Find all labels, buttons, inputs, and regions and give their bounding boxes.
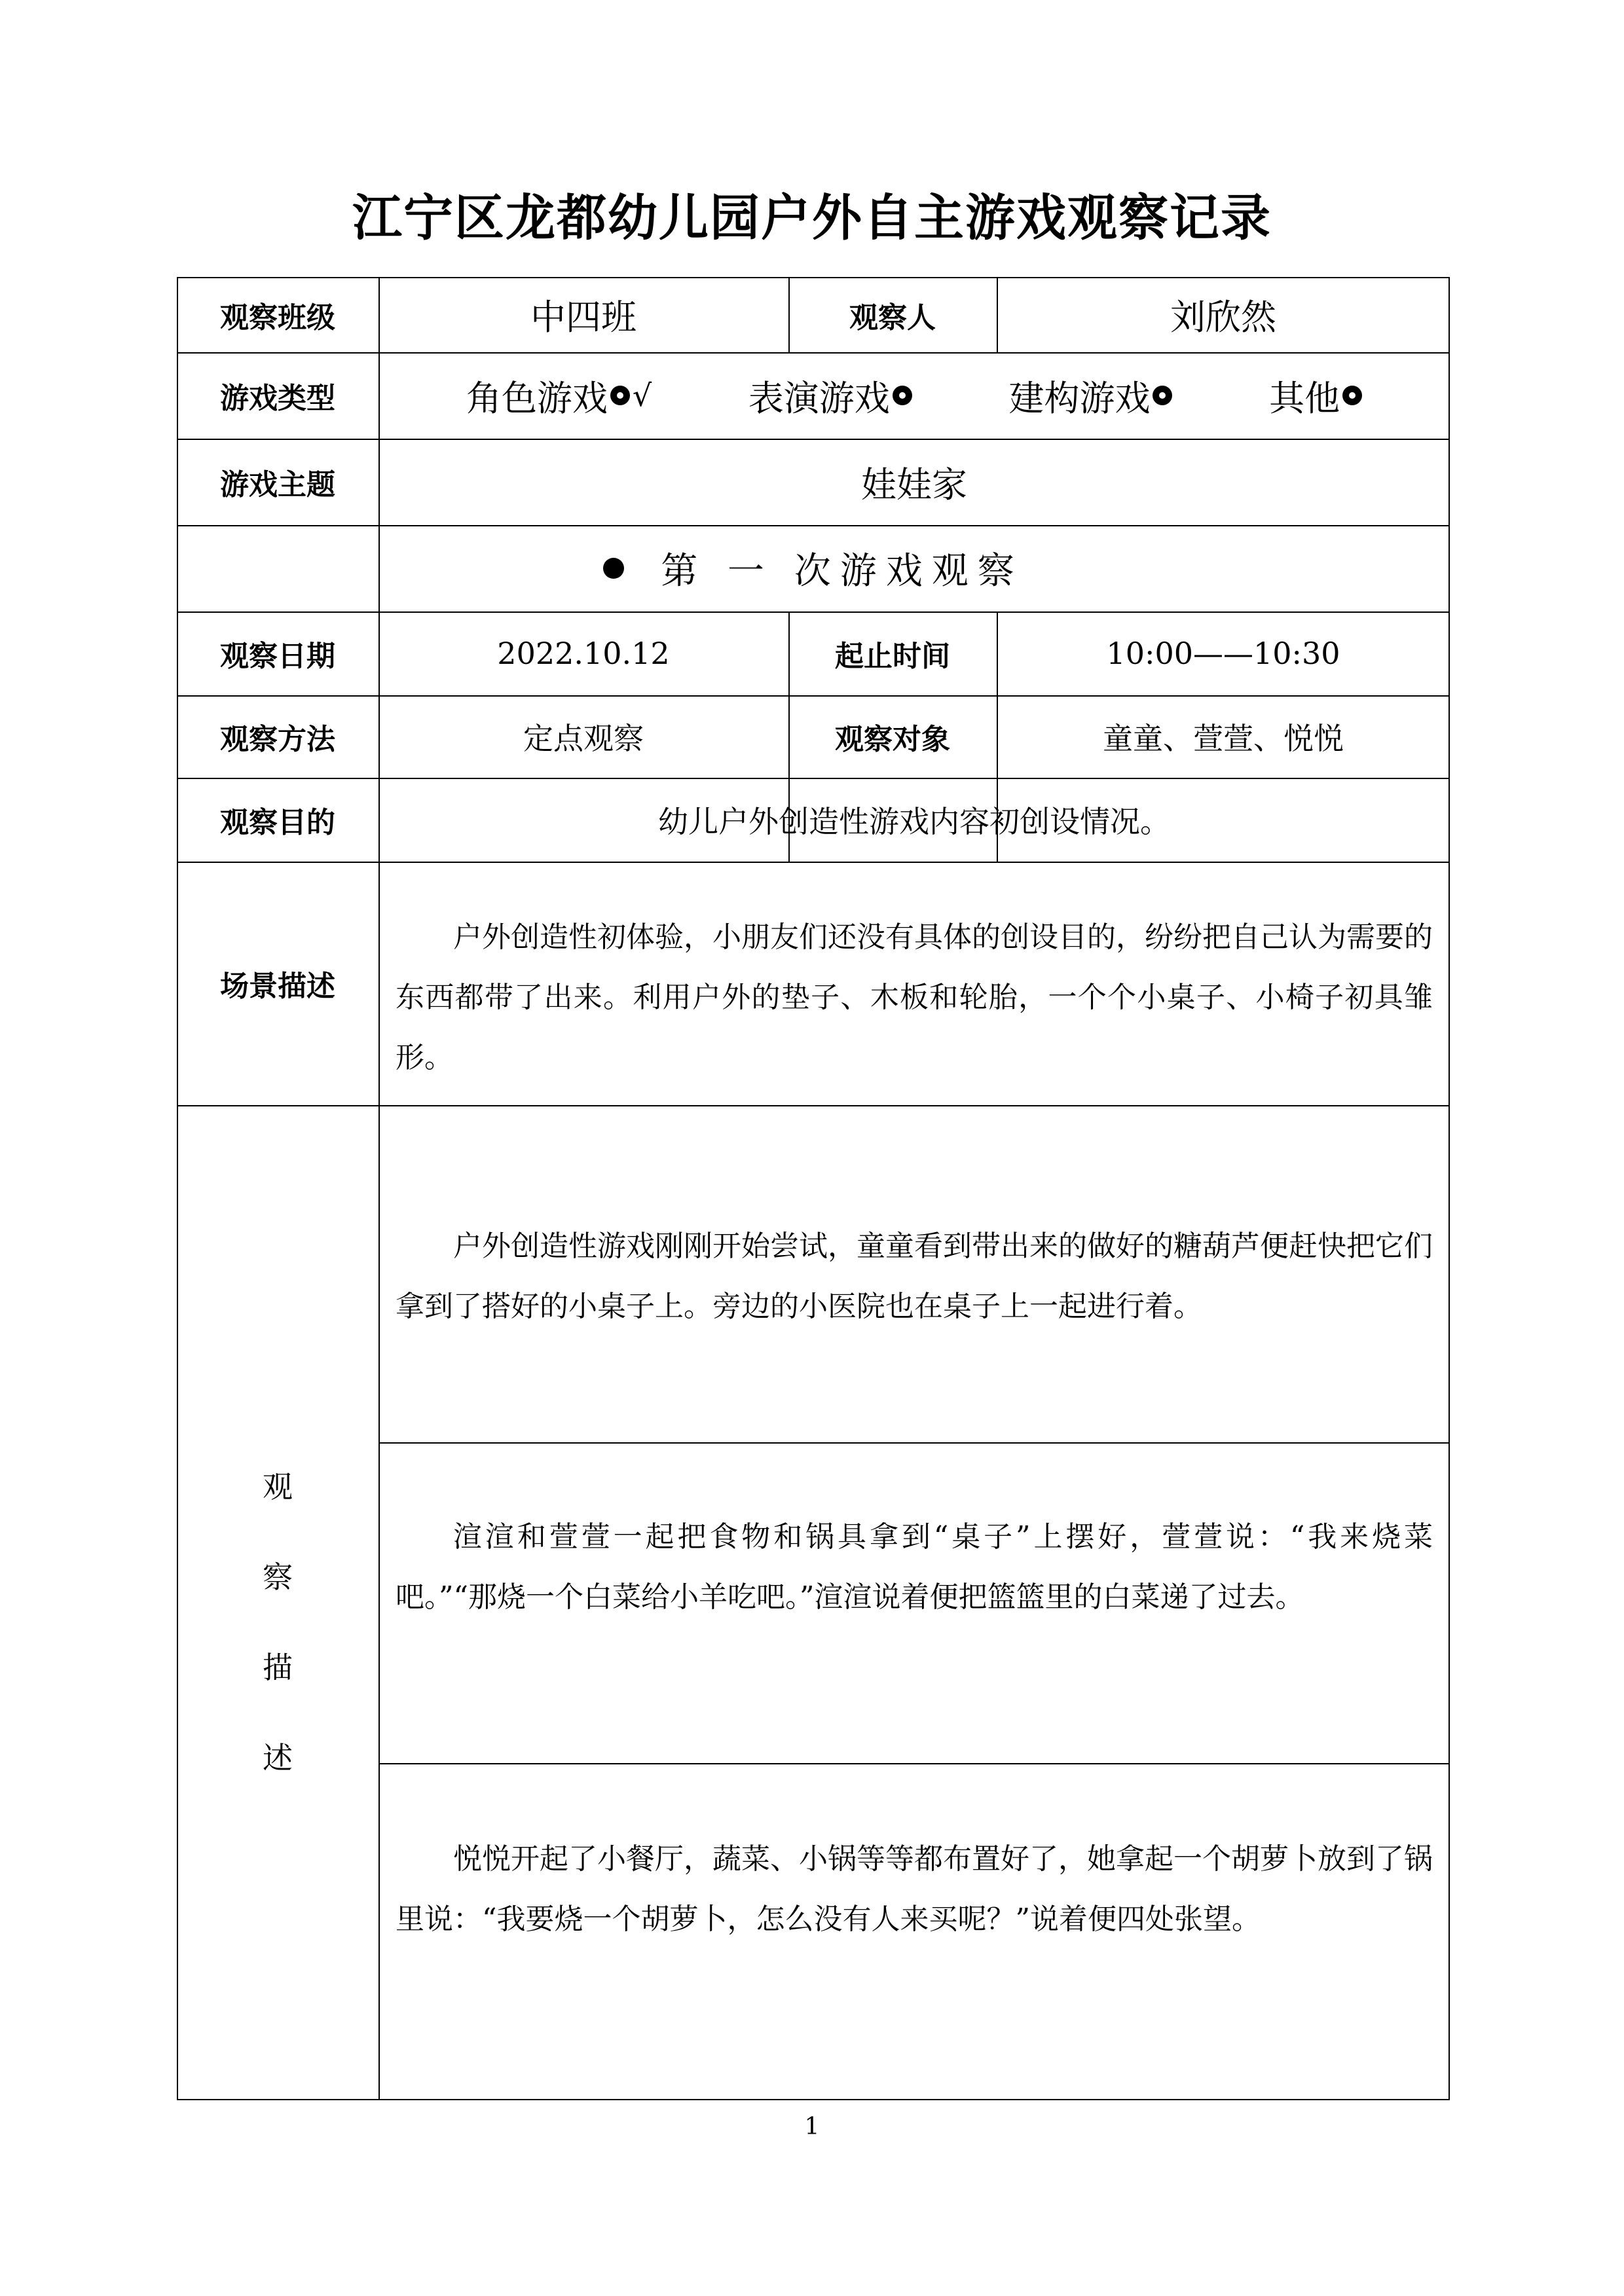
observer-label: 观察人 bbox=[849, 301, 936, 335]
game-type-construction-label: 建构游戏 bbox=[1008, 377, 1151, 419]
bullet-icon bbox=[603, 558, 624, 579]
page-number: 1 bbox=[804, 2113, 820, 2140]
class-value: 中四班 bbox=[530, 297, 637, 338]
observation-label-char-4: 述 bbox=[263, 1740, 293, 1776]
radio-icon[interactable] bbox=[893, 386, 912, 405]
purpose-value: 幼儿户外创造性游戏内容初创设情况。 bbox=[658, 804, 1170, 839]
observation-label bbox=[177, 1105, 378, 2100]
page-title: 江宁区龙都幼儿园户外自主游戏观察记录 bbox=[352, 189, 1272, 247]
method-value: 定点观察 bbox=[523, 721, 644, 756]
observation-label-char-1: 观 bbox=[263, 1469, 293, 1504]
game-type-performance-label: 表演游戏 bbox=[748, 377, 890, 419]
game-type-other[interactable] bbox=[1269, 371, 1362, 421]
radio-icon[interactable] bbox=[610, 386, 630, 405]
check-mark: √ bbox=[632, 378, 652, 413]
date-value: 2022.10.12 bbox=[497, 636, 670, 671]
class-label: 观察班级 bbox=[220, 301, 335, 335]
target-value: 童童、萱萱、悦悦 bbox=[1103, 721, 1344, 756]
time-label: 起止时间 bbox=[835, 640, 950, 673]
observation-text-1: 户外创造性游戏刚刚开始尝试，童童看到带出来的做好的糖葫芦便赶快把它们拿到了搭好的小桌子上。旁边的小医院也在桌子上一起进行着。 bbox=[396, 1230, 1433, 1323]
game-type-role[interactable] bbox=[466, 371, 652, 421]
method-label: 观察方法 bbox=[220, 723, 335, 756]
section-heading: 第 一 次游戏观察 bbox=[661, 550, 1024, 592]
section-heading-row bbox=[177, 525, 1450, 611]
observer-value: 刘欣然 bbox=[1170, 297, 1276, 338]
game-type-options bbox=[378, 352, 1450, 439]
observation-label-char-2: 察 bbox=[263, 1559, 293, 1595]
observation-text-3: 悦悦开起了小餐厅，蔬菜、小锅等等都布置好了，她拿起一个胡萝卜放到了锅里说：“我要烧一个胡萝卜，怎么没有人来买呢？”说着便四处张望。 bbox=[396, 1842, 1433, 1936]
scene-label: 场景描述 bbox=[220, 970, 335, 1003]
game-type-label: 游戏类型 bbox=[220, 382, 335, 415]
purpose-label: 观察目的 bbox=[220, 806, 335, 839]
game-type-performance[interactable] bbox=[748, 371, 912, 421]
target-label: 观察对象 bbox=[835, 723, 950, 756]
radio-icon[interactable] bbox=[1342, 386, 1362, 405]
game-type-role-label: 角色游戏 bbox=[466, 377, 608, 419]
theme-value: 娃娃家 bbox=[861, 464, 967, 505]
scene-text: 户外创造性初体验，小朋友们还没有具体的创设目的，纷纷把自己认为需要的东西都带了出来。利用户外的垫子、木板和轮胎，一个个小桌子、小椅子初具雏形。 bbox=[396, 920, 1433, 1074]
theme-label: 游戏主题 bbox=[220, 468, 335, 501]
observation-label-char-3: 描 bbox=[263, 1650, 293, 1685]
date-label: 观察日期 bbox=[220, 640, 335, 673]
game-type-construction[interactable] bbox=[1008, 371, 1172, 421]
observation-text-2: 渲渲和萱萱一起把食物和锅具拿到“桌子”上摆好，萱萱说：“我来烧菜吧。”“那烧一个白菜给小羊吃吧。”渲渲说着便把篮篮里的白菜递了过去。 bbox=[396, 1520, 1433, 1614]
game-type-other-label: 其他 bbox=[1269, 377, 1340, 419]
time-value: 10:00——10:30 bbox=[1106, 636, 1340, 671]
radio-icon[interactable] bbox=[1153, 386, 1172, 405]
